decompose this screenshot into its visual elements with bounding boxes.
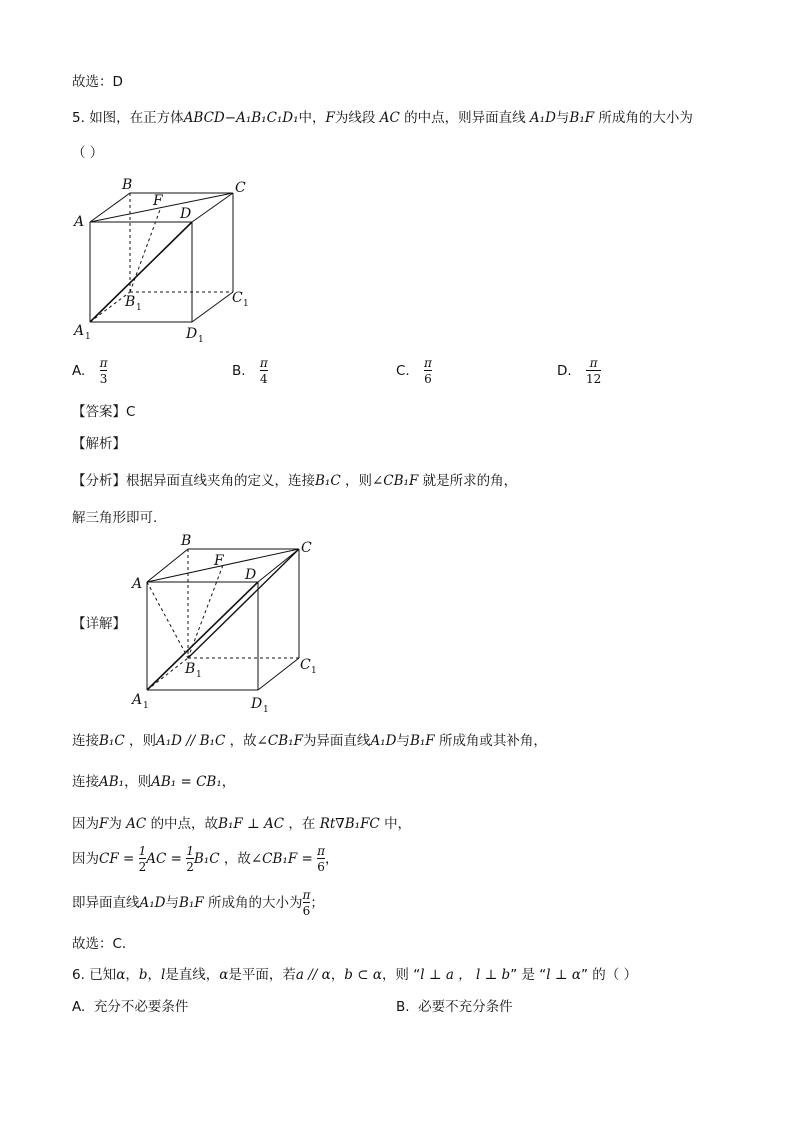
- svg-text:1: 1: [143, 701, 149, 711]
- q5-option-b: B. $\frac{\pi}{4}$: [232, 356, 268, 386]
- segment-A1D-2: [147, 582, 258, 690]
- q5-A1D: A₁D: [529, 110, 556, 126]
- svg-text:B: B: [181, 533, 192, 549]
- q5-paren: （ ）: [72, 145, 104, 161]
- q5-option-c: C. $\frac{\pi}{6}$: [396, 356, 432, 386]
- edge-D1C1: [192, 292, 233, 322]
- cube-figure-1: [70, 172, 260, 347]
- q5-stem-e: 与: [555, 110, 570, 126]
- svg-text:1: 1: [198, 335, 204, 345]
- q5-cube: ABCD−A₁B₁C₁D₁: [183, 110, 299, 126]
- detail-line-2: 连接AB₁，则AB₁ = CB₁，: [72, 774, 236, 790]
- detail-line-3: 因为F为 AC 的中点，故B₁F ⊥ AC ，在 Rt∇B₁FC 中，: [72, 816, 412, 832]
- detail-line-1: 连接B₁C ，则A₁D // B₁C ，故∠CB₁F为异面直线A₁D与B₁F 所成角或其补角，: [72, 733, 547, 749]
- cube-figure-2: [128, 532, 328, 712]
- q5-stem: [72, 106, 693, 126]
- q5-stem-c: 为线段: [334, 110, 376, 126]
- svg-text:D: D: [251, 696, 263, 712]
- q5-number: 5.: [72, 110, 85, 126]
- label-C1: C: [232, 290, 243, 306]
- svg-text:1: 1: [85, 332, 91, 342]
- analysis-tag: 【解析】: [72, 436, 126, 452]
- hidden-edge-A1B1: [90, 292, 130, 322]
- answer-tag: 【答案】: [72, 404, 126, 420]
- q5-stem-a: 如图，在正方体: [89, 110, 184, 126]
- label-A1: A: [74, 323, 85, 339]
- svg-text:D: D: [245, 567, 257, 583]
- q5-F: F: [325, 110, 335, 126]
- fenxi-line: 【分析】根据异面直线夹角的定义，连接B₁C ，则∠CB₁F 就是所求的角，: [72, 473, 518, 489]
- label-C: C: [235, 180, 246, 196]
- hidden-segment-AB1: [147, 582, 188, 658]
- answer-value: C: [126, 404, 136, 420]
- q5-option-a: A. $\frac{\pi}{3}$: [72, 356, 108, 386]
- q5-stem-f: 所成角的大小为: [598, 110, 693, 126]
- q5-stem-d: 的中点，则异面直线: [404, 110, 526, 126]
- xiangjie-tag: 【详解】: [72, 616, 126, 632]
- svg-text:1: 1: [311, 666, 317, 676]
- q6-stem: 6. 已知α，b，l是直线，α是平面，若a // α，b ⊂ α，则 “l ⊥ a ， l ⊥ b” 是 “l ⊥ α” 的（ ）: [72, 967, 638, 983]
- svg-text:C: C: [301, 540, 312, 556]
- answer-line: [72, 400, 135, 420]
- q5-B1F: B₁F: [569, 110, 595, 126]
- label-A: A: [74, 214, 85, 230]
- label-D: D: [180, 206, 192, 222]
- q6-option-a: A. 充分不必要条件: [72, 999, 189, 1015]
- label-B1: B: [125, 294, 136, 310]
- svg-text:1: 1: [196, 670, 202, 680]
- final-answer: 故选：C．: [72, 936, 136, 952]
- detail-line-4: 因为CF = $\frac{1}{2}$ AC = $\frac{1}{2}$ B₁C ，故∠CB₁F = $\frac{\pi}{6}$ ，: [72, 844, 339, 874]
- label-F: F: [153, 193, 163, 209]
- svg-text:1: 1: [136, 303, 142, 313]
- svg-text:B: B: [185, 661, 196, 677]
- svg-text:F: F: [214, 553, 224, 569]
- svg-text:C: C: [300, 657, 311, 673]
- q6-option-b: B. 必要不充分条件: [396, 999, 513, 1015]
- segment-B1C: [188, 549, 299, 658]
- q5-option-d: D. $\frac{\pi}{12}$: [557, 356, 602, 386]
- label-B: B: [122, 177, 133, 193]
- hidden-segment-B1F: [130, 207, 161, 292]
- fenxi-line-2: 解三角形即可.: [72, 510, 158, 526]
- svg-text:1: 1: [263, 705, 269, 712]
- hidden-segment-B1F-2: [188, 565, 223, 658]
- q5-stem-b: 中，: [298, 110, 326, 126]
- label-D1: D: [186, 326, 198, 342]
- svg-text:A: A: [132, 692, 143, 708]
- svg-text:1: 1: [243, 299, 249, 309]
- q5-AC: AC: [379, 110, 400, 126]
- detail-line-5: 即异面直线A₁D与B₁F 所成角的大小为 $\frac{\pi}{6}$ ；: [72, 888, 324, 918]
- svg-text:A: A: [132, 576, 143, 592]
- previous-answer: 故选：D: [72, 74, 123, 90]
